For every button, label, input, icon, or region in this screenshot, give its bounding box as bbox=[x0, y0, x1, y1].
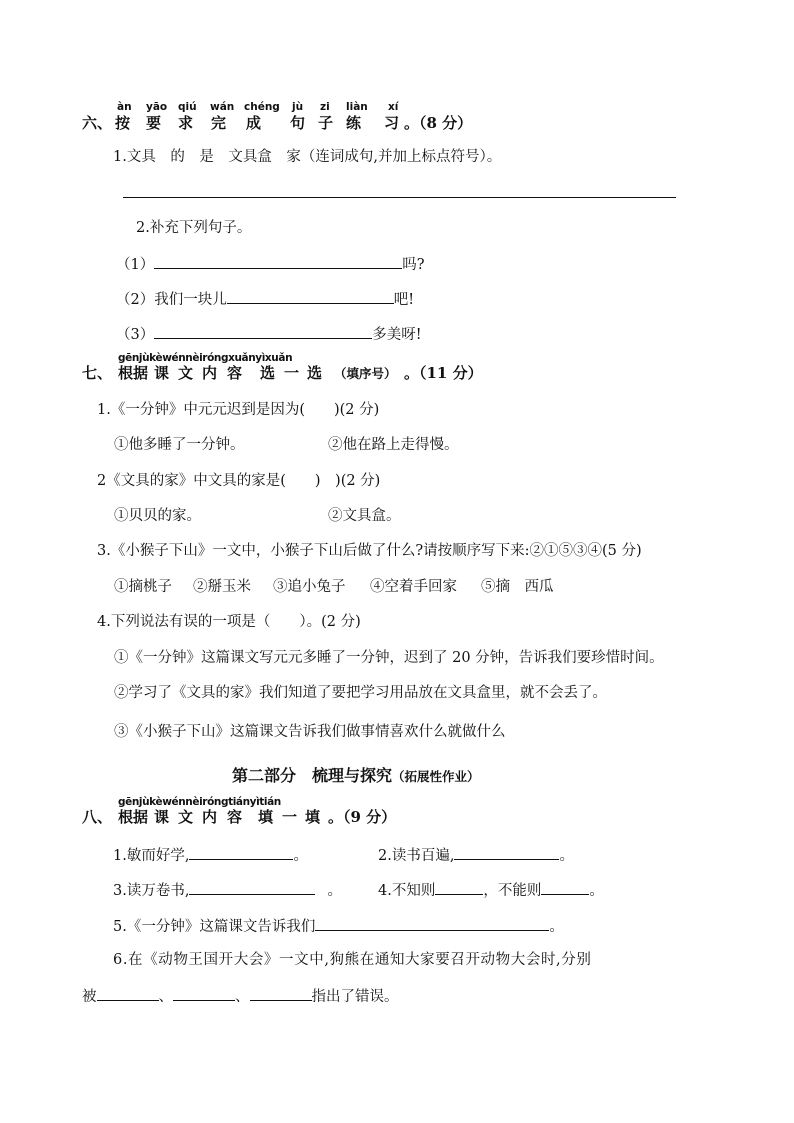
heading-char: 填 bbox=[305, 808, 321, 826]
heading-char: 按 bbox=[115, 114, 131, 132]
question-7-2: 2《文具的家》中文具的家是( ) )(2 分) bbox=[97, 473, 381, 489]
sub-label: （3） bbox=[116, 327, 155, 343]
sub-label: （1） bbox=[116, 257, 155, 273]
question-7-3: 3.《小猴子下山》一文中，小猴子下山后做了什么?请按顺序写下来:②①⑤③④(5 分) bbox=[97, 543, 642, 559]
question-6-2-3 bbox=[116, 324, 422, 344]
option[interactable]: ②文具盒。 bbox=[328, 508, 401, 524]
question-text: 指出了错误。 bbox=[311, 989, 399, 1005]
separator: 、 bbox=[235, 989, 250, 1005]
part-subtitle: （拓展性作业） bbox=[392, 769, 480, 784]
question-text: 4.不知则 bbox=[378, 883, 436, 899]
option[interactable]: ①贝贝的家。 bbox=[114, 508, 201, 524]
heading-char: 求 bbox=[178, 114, 194, 132]
option[interactable]: ③追小兔子 bbox=[273, 579, 346, 595]
sub-suffix: 吗? bbox=[402, 257, 425, 273]
question-6-2-1 bbox=[116, 254, 425, 274]
option[interactable]: ①《一分钟》这篇课文写元元多睡了一分钟，迟到了 20 分钟，告诉我们要珍惜时间。 bbox=[114, 650, 664, 666]
heading-char: 容 bbox=[227, 364, 243, 382]
question-7-1: 1.《一分钟》中元元迟到是因为( )(2 分) bbox=[97, 402, 380, 418]
period: 。 bbox=[559, 848, 574, 864]
section-number: 七、 bbox=[82, 364, 113, 382]
answer-blank[interactable] bbox=[454, 845, 559, 860]
question-8-2 bbox=[378, 845, 574, 865]
part2-title bbox=[232, 763, 480, 786]
heading-char: 选 bbox=[307, 364, 323, 382]
heading-char: 容 bbox=[227, 808, 243, 826]
question-8-6: 6.在《动物王国开大会》一文中,狗熊在通知大家要召开动物大会时,分别 bbox=[113, 952, 592, 968]
heading-note: （填序号） bbox=[334, 366, 397, 381]
heading-score: 。（8 分） bbox=[404, 114, 473, 132]
answer-blank[interactable] bbox=[250, 986, 312, 1001]
question-text: 1.敏而好学, bbox=[113, 848, 190, 864]
answer-blank[interactable] bbox=[189, 880, 315, 895]
pinyin: xí bbox=[388, 101, 399, 113]
sub-suffix: 多美呀! bbox=[372, 327, 422, 343]
answer-blank[interactable] bbox=[97, 986, 159, 1001]
question-text: ，不能则 bbox=[483, 883, 542, 899]
heading-char: 选 bbox=[260, 364, 276, 382]
heading-char: 一 bbox=[282, 808, 298, 826]
option[interactable]: ⑤摘 西瓜 bbox=[481, 579, 554, 595]
answer-blank[interactable] bbox=[173, 986, 235, 1001]
question-8-3 bbox=[113, 880, 342, 900]
question-8-5 bbox=[113, 916, 564, 936]
heading-char: 练 bbox=[346, 114, 362, 132]
section6-pinyin-row bbox=[0, 101, 794, 115]
question-8-6-blanks bbox=[82, 986, 399, 1006]
question-text: 5.《一分钟》这篇课文告诉我们 bbox=[113, 919, 316, 935]
answer-blank[interactable] bbox=[189, 845, 293, 860]
pinyin: qiú bbox=[178, 101, 197, 113]
question-8-1 bbox=[113, 845, 308, 865]
heading-char: 根据 bbox=[118, 808, 149, 826]
question-7-4: 4.下列说法有误的一项是（ ）。(2 分) bbox=[97, 614, 361, 630]
option[interactable]: ②他在路上走得慢。 bbox=[328, 437, 459, 453]
section7-pinyin: gēnjùkèwénnèiróngxuǎnyìxuǎn bbox=[118, 352, 293, 364]
question-8-4 bbox=[378, 880, 604, 900]
question-6-2: 2.补充下列句子。 bbox=[136, 220, 252, 236]
heading-score: 。（11 分） bbox=[404, 364, 483, 382]
question-6-2-2 bbox=[116, 289, 414, 309]
option[interactable]: ②学习了《文具的家》我们知道了要把学习用品放在文具盒里，就不会丢了。 bbox=[114, 685, 607, 701]
sub-suffix: 吧! bbox=[393, 292, 415, 308]
heading-char: 文 bbox=[178, 808, 194, 826]
heading-char: 课 bbox=[154, 808, 170, 826]
heading-char: 完 bbox=[211, 114, 227, 132]
option[interactable]: ②掰玉米 bbox=[193, 579, 251, 595]
pinyin: yāo bbox=[146, 101, 168, 113]
heading-char: 一 bbox=[284, 364, 300, 382]
option[interactable]: ③《小猴子下山》这篇课文告诉我们做事情喜欢什么就做什么 bbox=[114, 724, 506, 740]
heading-score: 。（9 分） bbox=[328, 808, 397, 826]
heading-char: 课 bbox=[154, 364, 170, 382]
part-title: 第二部分 梳理与探究 bbox=[232, 766, 393, 785]
pinyin: àn bbox=[117, 101, 132, 113]
pinyin: zi bbox=[320, 101, 330, 113]
answer-blank[interactable] bbox=[154, 324, 372, 339]
pinyin: liàn bbox=[346, 101, 368, 113]
separator: 、 bbox=[158, 989, 173, 1005]
heading-char: 内 bbox=[202, 364, 218, 382]
option[interactable]: ④空着手回家 bbox=[370, 579, 457, 595]
answer-blank[interactable] bbox=[435, 880, 483, 895]
heading-char: 句 bbox=[290, 114, 306, 132]
section8-pinyin: gēnjùkèwénnèiróngtiányìtián bbox=[118, 796, 281, 808]
heading-char: 内 bbox=[202, 808, 218, 826]
question-text: 3.读万卷书, bbox=[113, 883, 190, 899]
pinyin: jù bbox=[292, 101, 304, 113]
heading-char: 根据 bbox=[118, 364, 149, 382]
sub-label: （2）我们一块儿 bbox=[116, 292, 227, 308]
heading-char: 习 bbox=[384, 114, 400, 132]
heading-char: 成 bbox=[246, 114, 262, 132]
answer-blank[interactable] bbox=[541, 880, 589, 895]
section-number: 六、 bbox=[82, 114, 113, 132]
option[interactable]: ①摘桃子 bbox=[114, 579, 172, 595]
period: 。 bbox=[549, 919, 564, 935]
period: 。 bbox=[327, 883, 342, 899]
answer-blank[interactable] bbox=[154, 254, 402, 269]
answer-line-6-1[interactable] bbox=[123, 197, 676, 198]
question-text: 被 bbox=[82, 989, 97, 1005]
heading-char: 子 bbox=[318, 114, 334, 132]
heading-char: 要 bbox=[146, 114, 162, 132]
period: 。 bbox=[293, 848, 308, 864]
heading-char: 文 bbox=[178, 364, 194, 382]
period: 。 bbox=[589, 883, 604, 899]
pinyin: wán bbox=[210, 101, 235, 113]
answer-blank[interactable] bbox=[315, 916, 549, 931]
answer-blank[interactable] bbox=[227, 289, 394, 304]
heading-char: 填 bbox=[258, 808, 274, 826]
pinyin: chéng bbox=[244, 101, 280, 113]
section-number: 八、 bbox=[82, 808, 113, 826]
question-6-1: 1.文具 的 是 文具盒 家（连词成句,并加上标点符号）。 bbox=[113, 149, 502, 165]
question-text: 2.读书百遍, bbox=[378, 848, 455, 864]
option[interactable]: ①他多睡了一分钟。 bbox=[114, 437, 245, 453]
